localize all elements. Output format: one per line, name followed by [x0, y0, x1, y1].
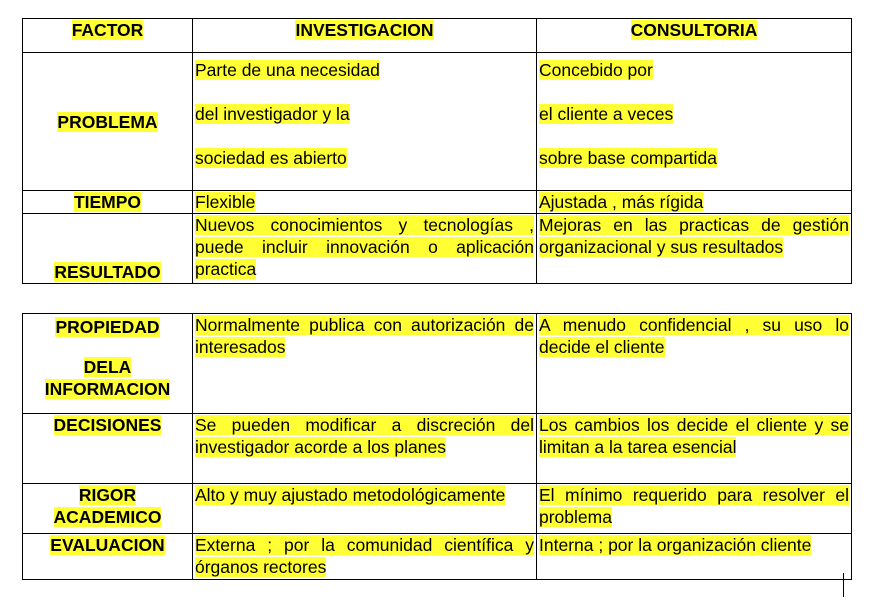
factor-cell: EVALUACION [23, 534, 193, 580]
table-row [23, 314, 852, 414]
table-row [23, 414, 852, 484]
consultoria-cell: Interna ; por la organización cliente [537, 534, 852, 580]
investigacion-cell: Flexible [193, 191, 537, 214]
header-investigacion: INVESTIGACION [193, 19, 537, 53]
consultoria-cell: El mínimo requerido para resolver el problema [537, 484, 852, 534]
consultoria-cell: A menudo confidencial , su uso lo decide el cliente [537, 314, 852, 414]
consultoria-cell: Mejoras en las practicas de gestión organizacional y sus resultados [537, 214, 852, 284]
header-row [23, 19, 852, 53]
investigacion-cell: Nuevos conocimientos y tecnologías , puede incluir innovación o aplicación practica [193, 214, 537, 284]
investigacion-cell: Alto y muy ajustado metodológicamente [193, 484, 537, 534]
factor-cell: RIGOR ACADEMICO [23, 484, 193, 534]
comparison-table-bottom [22, 313, 852, 580]
investigacion-cell: Externa ; por la comunidad científica y órganos rectores [193, 534, 537, 580]
table-row [23, 191, 852, 214]
factor-cell: DECISIONES [23, 414, 193, 484]
consultoria-cell: Los cambios los decide el cliente y se limitan a la tarea esencial [537, 414, 852, 484]
investigacion-cell: Parte de una necesidad del investigador y la sociedad es abierto [193, 53, 537, 191]
investigacion-cell: Se pueden modificar a discreción del investigador acorde a los planes [193, 414, 537, 484]
factor-cell: RESULTADO [23, 214, 193, 284]
table-row [23, 53, 852, 191]
factor-cell: TIEMPO [23, 191, 193, 214]
comparison-table-top [22, 18, 852, 284]
table-row [23, 534, 852, 580]
factor-cell: PROBLEMA [23, 53, 193, 191]
factor-cell: PROPIEDAD DELA INFORMACION [23, 314, 193, 414]
table-row [23, 484, 852, 534]
consultoria-cell: Ajustada , más rígida [537, 191, 852, 214]
investigacion-cell: Normalmente publica con autorización de interesados [193, 314, 537, 414]
consultoria-cell: Concebido por el cliente a veces sobre base compartida [537, 53, 852, 191]
header-factor: FACTOR [23, 19, 193, 53]
text-cursor-line [843, 573, 844, 597]
table-row [23, 214, 852, 284]
header-consultoria: CONSULTORIA [537, 19, 852, 53]
